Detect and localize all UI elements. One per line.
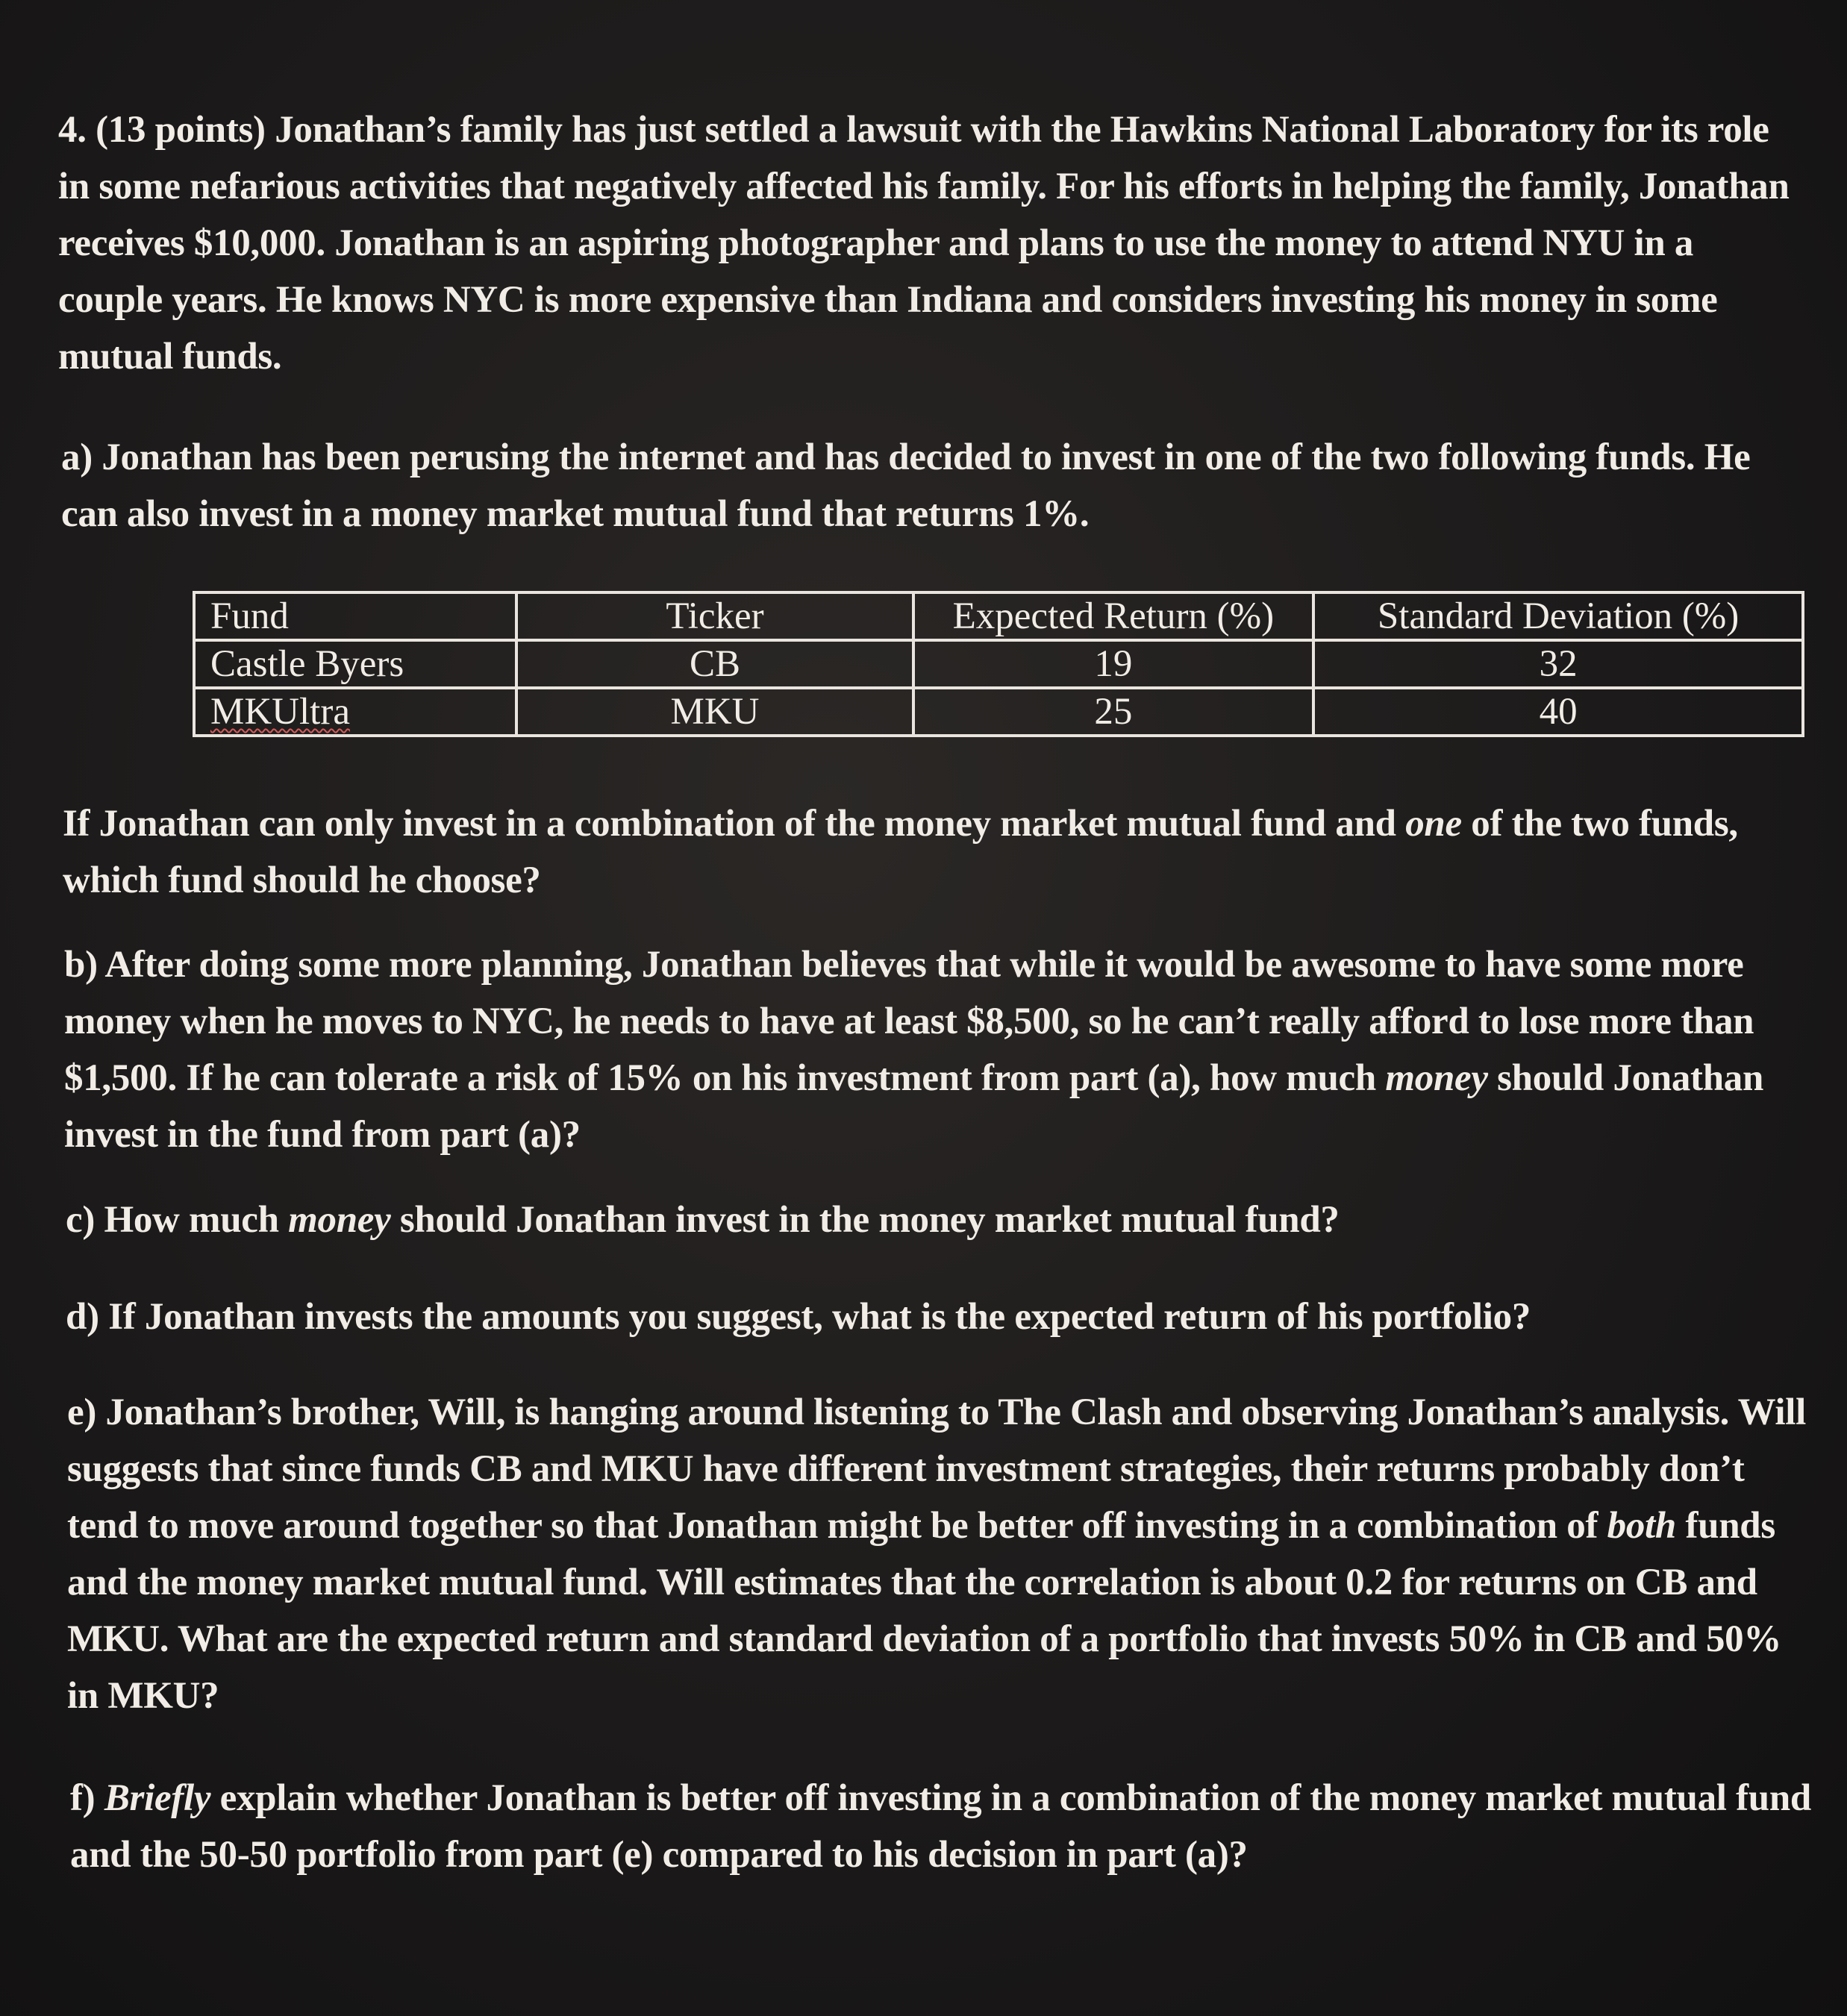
cell-expected-return: 25 xyxy=(913,688,1314,736)
header-ticker: Ticker xyxy=(516,592,913,640)
cell-ticker: CB xyxy=(516,640,913,688)
cell-std-dev: 40 xyxy=(1313,688,1803,736)
cell-fund: Castle Byers xyxy=(194,640,516,688)
question-intro: 4. (13 points) Jonathan’s family has just settled a lawsuit with the Hawkins National Laboratory for its role in some nefarious activities that negatively affected his family. For his efforts in helping the family, Jonathan receives $10,000. Jonathan is an aspiring photographer and plans to use the money to attend NYU in a couple years. He knows NYC is more expensive than Indiana and considers investing his money in some mutual funds. xyxy=(58,109,1790,378)
table-header-row xyxy=(194,592,1803,640)
fund-table xyxy=(193,591,1804,737)
question-part-f: f) Briefly explain whether Jonathan is better off investing in a combination of the money market mutual fund and the 50-50 portfolio from part (e) compared to his decision in part (a)? xyxy=(70,1777,1811,1876)
question-part-a: a) Jonathan has been perusing the internet and has decided to invest in one of the two following funds. He can also invest in a money market mutual fund that returns 1%. xyxy=(61,436,1751,535)
question-part-d: d) If Jonathan invests the amounts you suggest, what is the expected return of his portfolio? xyxy=(66,1296,1531,1338)
cell-ticker: MKU xyxy=(516,688,913,736)
cell-std-dev: 32 xyxy=(1313,640,1803,688)
question-part-e: e) Jonathan’s brother, Will, is hanging around listening to The Clash and observing Jonathan’s analysis. Will suggests that since funds CB and MKU have different investment strategies, their returns probably don’t tend to move around together so that Jonathan might be better off investing in a combination of both funds and the money market mutual fund. Will estimates that the correlation is about 0.2 for returns on CB and MKU. What are the expected return and standard deviation of a portfolio that invests 50% in CB and 50% in MKU? xyxy=(67,1392,1807,1717)
header-std-dev: Standard Deviation (%) xyxy=(1313,592,1803,640)
question-part-b: b) After doing some more planning, Jonathan believes that while it would be awesome to have some more money when he moves to NYC, he needs to have at least $8,500, so he can’t really afford to lose more than $1,500. If he can tolerate a risk of 15% on his investment from part (a), how much money should Jonathan invest in the fund from part (a)? xyxy=(64,944,1764,1156)
question-part-a-followup: If Jonathan can only invest in a combination of the money market mutual fund and one of the two funds, which fund should he choose? xyxy=(63,803,1738,901)
table-row xyxy=(194,688,1803,736)
header-expected-return: Expected Return (%) xyxy=(913,592,1314,640)
table-row xyxy=(194,640,1803,688)
header-fund: Fund xyxy=(194,592,516,640)
cell-fund: MKUltra xyxy=(210,691,350,733)
question-part-c: c) How much money should Jonathan invest in the money market mutual fund? xyxy=(66,1199,1340,1241)
cell-expected-return: 19 xyxy=(913,640,1314,688)
